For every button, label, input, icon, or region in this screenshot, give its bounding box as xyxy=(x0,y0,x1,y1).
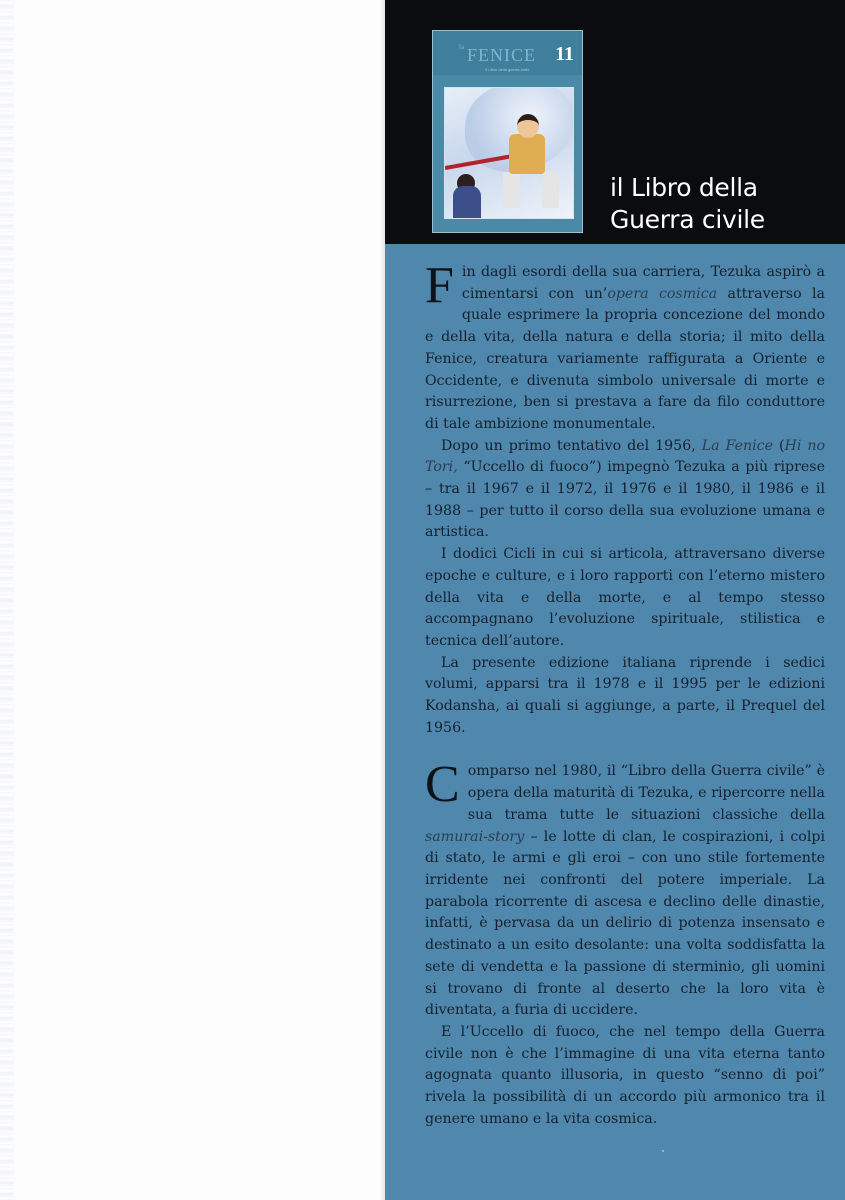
warrior-head xyxy=(517,114,539,138)
header-band xyxy=(385,0,845,244)
drop-cap: C xyxy=(425,756,460,814)
cover-volume-number: 11 xyxy=(555,43,574,65)
warrior-legs xyxy=(503,172,559,208)
child-figure xyxy=(453,186,481,219)
volume-title-line-2: Guerra civile xyxy=(610,205,765,234)
cover-series-prefix: la xyxy=(459,43,465,51)
cover-illustration xyxy=(444,87,574,219)
volume-cover-thumbnail xyxy=(432,30,583,233)
synopsis-text xyxy=(425,257,826,1130)
page-edge xyxy=(0,0,14,1200)
blank-left-page xyxy=(0,0,385,1200)
warrior-figure xyxy=(509,134,545,174)
paragraph: Fin dagli esordi della sua carriera, Tezuka aspirò a cimentarsi con un’opera cosmica attraverso la quale esprimere la propria concezione del mondo e della vita, della natura e della storia; il mito della Fenice, creatura variamente raffigurata a Oriente e Occidente, e divenuta simbolo universale di morte e risurrezione, ben si prestava a fare da filo conduttore di tale ambizione monumentale. xyxy=(425,257,825,432)
paragraph: Comparso nel 1980, il “Libro della Guerra civile” è opera della maturità di Tezuka, e ripercorre nella sua trama tutte le situazioni classiche della samurai-story – le lotte di clan, le cospirazioni, i colpi di stato, le armi e gli eroi – con uno stile fortemente irridente nei confronti del potere imperiale. La parabola ricorrente di ascesa e declino delle dinastie, infatti, è pervasa da un delirio di potenza insensato e destinato a un esito desolante: una volta soddisfatta la sete di vendetta e la passione di sterminio, gli uomini si trovano di fronte al deserto che la loro vita è diventata, a furia di uccidere. xyxy=(425,756,825,1019)
volume-title xyxy=(610,172,765,236)
cover-subtitle: il Libro della guerra civile xyxy=(485,67,530,72)
volume-title-line-1: il Libro della xyxy=(610,173,758,202)
paragraph: E l’Uccello di fuoco, che nel tempo della Guerra civile non è che l’immagine di una vita eterna tanto agognata quanto illusoria, in questo “senno di poi” rivela la possibilità di un accordo più armonico tra il genere umano e la vita cosmica. xyxy=(425,1023,825,1127)
paragraph: La presente edizione italiana riprende i sedici volumi, apparsi tra il 1978 e il 1995 per le edizioni Kodansha, ai quali si aggiunge, a parte, il Prequel del 1956. xyxy=(425,654,825,736)
cover-title-band xyxy=(433,31,582,75)
paragraph: I dodici Cicli in cui si articola, attraversano diverse epoche e culture, e i loro rapporti con l’eterno mistero della vita e della morte, e al tempo stesso accompagnano l’evoluzione spirituale, stilistica e tecnica dell’autore. xyxy=(425,546,825,649)
drop-cap: F xyxy=(425,257,454,314)
paragraph: Dopo un primo tentativo del 1956, La Fenice (Hi no Tori, “Uccello di fuoco”) impegnò Tezuka a più riprese – tra il 1967 e il 1972, il 1976 e il 1980, il 1986 e il 1988 – per tutto il corso della sua evoluzione umana e artistica. xyxy=(425,437,826,541)
cover-series-title: FENICE xyxy=(467,45,536,65)
back-cover-panel xyxy=(385,0,845,1200)
print-speck xyxy=(662,1150,664,1152)
